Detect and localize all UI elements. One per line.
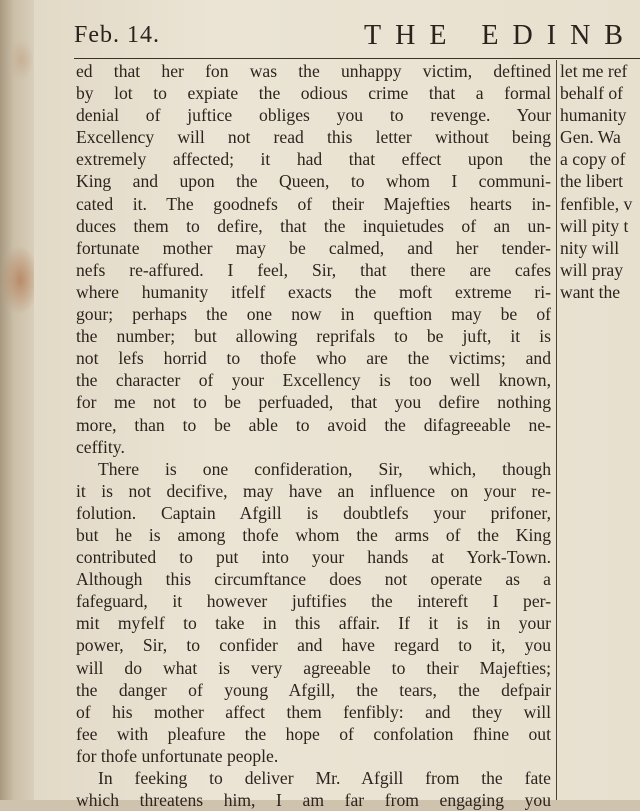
article-line: the number; but allowing reprifals to be juft, it is: [76, 326, 551, 347]
article-line: nefs re-affured. I feel, Sir, that there are cafes: [76, 259, 551, 280]
right-column-line: fenfible, v: [560, 193, 633, 214]
right-column-line: nity will: [560, 237, 620, 258]
article-line: of his mother affect them fenfibly: and they will: [76, 701, 551, 722]
article-line: mit myfelf to take in this affair. If it is in your: [76, 613, 551, 634]
article-line: will do what is very agreeable to their Majefties;: [76, 657, 551, 678]
article-line: Although this circumftance does not operate as a: [76, 569, 551, 590]
article-line: for thofe unfortunate people.: [76, 745, 279, 766]
article-line: In feeking to deliver Mr. Afgill from the fate: [98, 768, 551, 788]
article-line: duces them to defire, that the inquietudes of an un-: [76, 215, 551, 236]
right-column-line: the libert: [560, 171, 624, 192]
article-line: ceffity.: [76, 436, 125, 457]
article-column-right: [560, 60, 640, 303]
right-column-line: want the: [560, 281, 621, 302]
article-line: more, than to be able to avoid the difagreeable ne-: [76, 414, 551, 435]
article-line: which threatens him, I am far from engaging you: [76, 790, 551, 811]
article-line: fortunate mother may be calmed, and her tender-: [76, 237, 551, 258]
right-column-line: humanity: [560, 105, 627, 126]
article-line: fafeguard, it however juftifies the intereft I per-: [76, 591, 551, 612]
article-line: gour; perhaps the one now in queftion may be of: [76, 304, 551, 325]
column-rule: [556, 60, 557, 800]
page-header: [74, 18, 640, 59]
article-line: but he is among thofe whom the arms of the King: [76, 524, 551, 545]
right-column-article-lines: [560, 60, 640, 303]
paper-stain: [8, 40, 34, 80]
article-column-left: [76, 60, 551, 811]
article-line: the danger of young Afgill, the tears, the defpair: [76, 679, 551, 700]
header-date: Feb. 14.: [74, 22, 160, 48]
article-line: it is not decifive, may have an influence on your re-: [76, 480, 551, 501]
article-line: for me not to be perfuaded, that you defire nothing: [76, 392, 551, 413]
article-line: contributed to put into your hands at York-Town.: [76, 547, 551, 568]
article-line: where humanity itfelf exacts the moft extreme ri-: [76, 281, 551, 302]
right-column-line: Gen. Wa: [560, 127, 621, 148]
right-column-line: let me ref: [560, 61, 628, 81]
article-line: by lot to expiate the odious crime that a formal: [76, 83, 551, 104]
article-line: fee with pleafure the hope of confolation fhine out: [76, 723, 551, 744]
article-line: cated it. The goodnefs of their Majefties hearts in-: [76, 193, 551, 214]
article-line: extremely affected; it had that effect upon the: [76, 149, 551, 170]
article-line: power, Sir, to confider and have regard to it, you: [76, 635, 551, 656]
article-line: not lefs horrid to thofe who are the victims; and: [76, 348, 551, 369]
article-line: denial of juftice obliges you to revenge. Your: [76, 105, 551, 126]
article-line: There is one confideration, Sir, which, though: [98, 458, 551, 479]
right-column-line: a copy of: [560, 149, 626, 170]
right-column-line: will pity t: [560, 215, 629, 236]
newspaper-title: THE EDINB: [364, 20, 637, 51]
article-line: ed that her fon was the unhappy victim, deftined: [76, 61, 551, 81]
right-column-line: behalf of: [560, 83, 624, 104]
article-line: King and upon the Queen, to whom I communi-: [76, 171, 551, 192]
article-line: Excellency will not read this letter without being: [76, 127, 551, 148]
right-column-line: will pray: [560, 259, 624, 280]
article-line: folution. Captain Afgill is doubtlefs your prifoner,: [76, 502, 551, 523]
article-line: the character of your Excellency is too well known,: [76, 370, 551, 391]
